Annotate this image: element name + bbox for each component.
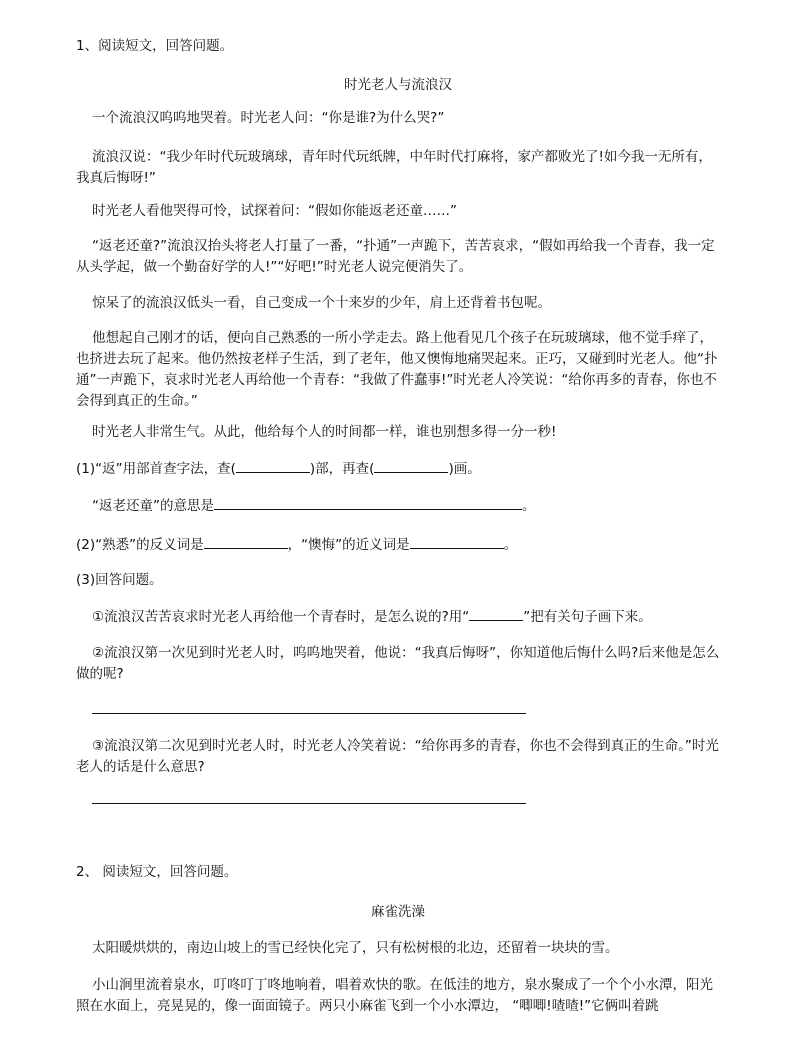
- sub-question-1-meaning: “返老还童”的意思是 。: [92, 495, 736, 517]
- passage-1-paragraph: 时光老人看他哭得可怜，试探着问：“假如你能返老还童……”: [92, 203, 457, 219]
- passage-2-title: 麻雀洗澡: [371, 904, 425, 920]
- meaning-answer-blank[interactable]: [214, 495, 522, 510]
- passage-1-paragraph: 时光老人非常生气。从此，他给每个人的时间都一样，谁也别想多得一分一秒!: [92, 424, 557, 440]
- passage-1-paragraph: “返老还童?”流浪汉抬头将老人打量了一番，“扑通”一声跪下，苦苦哀求，“假如再给我一个青春，我一定从头学起，做一个勤奋好学的人!”“好吧!”时光老人说完便消失了。: [76, 238, 715, 275]
- passage-1-paragraph: 流浪汉说：“我少年时代玩玻璃球，青年时代玩纸牌，中年时代打麻将，家产都败光了!如今我一无所有，我真后悔呀!”: [76, 149, 712, 186]
- sub-question-3-2: ②流浪汉第一次见到时光老人时，呜呜地哭着，他说：“我真后悔呀”，你知道他后悔什么吗?后来他是怎么做的呢?: [76, 645, 720, 682]
- sub-question-3: (3)回答问题。: [76, 572, 163, 588]
- sub-question-3-3: ③流浪汉第二次见到时光老人时，时光老人冷笑着说：“给你再多的青春，你也不会得到真正的生命。”时光老人的话是什么意思?: [76, 738, 719, 775]
- sub-question-1: (1)“返”用部首查字法，查( )部，再查( )画。: [76, 458, 720, 480]
- passage-1-paragraph: 一个流浪汉呜呜地哭着。时光老人问：“你是谁?为什么哭?”: [92, 110, 445, 126]
- passage-2-paragraph: 太阳暖烘烘的，南边山坡上的雪已经快化完了，只有松树根的北边，还留着一块块的雪。: [92, 940, 619, 956]
- underline-mark-sample: [469, 606, 523, 621]
- stroke-count-answer-blank[interactable]: [374, 458, 448, 473]
- question-2-heading: 2、 阅读短文，回答问题。: [76, 864, 238, 880]
- passage-2-paragraph: 小山涧里流着泉水，叮咚叮丁咚地响着，唱着欢快的歌。在低洼的地方，泉水聚成了一个个小水潭，阳光照在水面上，亮晃晃的，像一面面镜子。两只小麻雀飞到一个小水潭边， “唧唧!喳喳!”它俩叫着跳: [76, 977, 713, 1014]
- question-1-heading: 1、阅读短文，回答问题。: [76, 38, 234, 54]
- passage-1-paragraph: 他想起自己刚才的话，便向自己熟悉的一所小学走去。路上他看见几个孩子在玩玻璃球，他不觉手痒了，也挤进去玩了起来。他仍然按老样子生活，到了老年，他又懊悔地痛哭起来。正巧，又碰到时光老人。他“扑通”一声跪下，哀求时光老人再给他一个青春：“我做了件蠢事!”时光老人冷笑说：“给你再多的青春，你也不会得到真正的生命。”: [76, 330, 718, 409]
- sub-question-3-1: ①流浪汉苦苦哀求时光老人再给他一个青春时，是怎么说的?用“ ”把有关句子画下来。: [76, 606, 720, 628]
- sub-question-2: (2)“熟悉”的反义词是 ，“懊悔”的近义词是 。: [76, 534, 720, 556]
- answer-line[interactable]: [92, 803, 526, 804]
- passage-1-title: 时光老人与流浪汉: [344, 77, 452, 93]
- answer-line[interactable]: [92, 713, 526, 714]
- passage-1-paragraph: 惊呆了的流浪汉低头一看，自己变成一个十来岁的少年，肩上还背着书包呢。: [92, 295, 551, 311]
- synonym-answer-blank[interactable]: [410, 534, 504, 549]
- antonym-answer-blank[interactable]: [204, 534, 288, 549]
- radical-answer-blank[interactable]: [236, 458, 310, 473]
